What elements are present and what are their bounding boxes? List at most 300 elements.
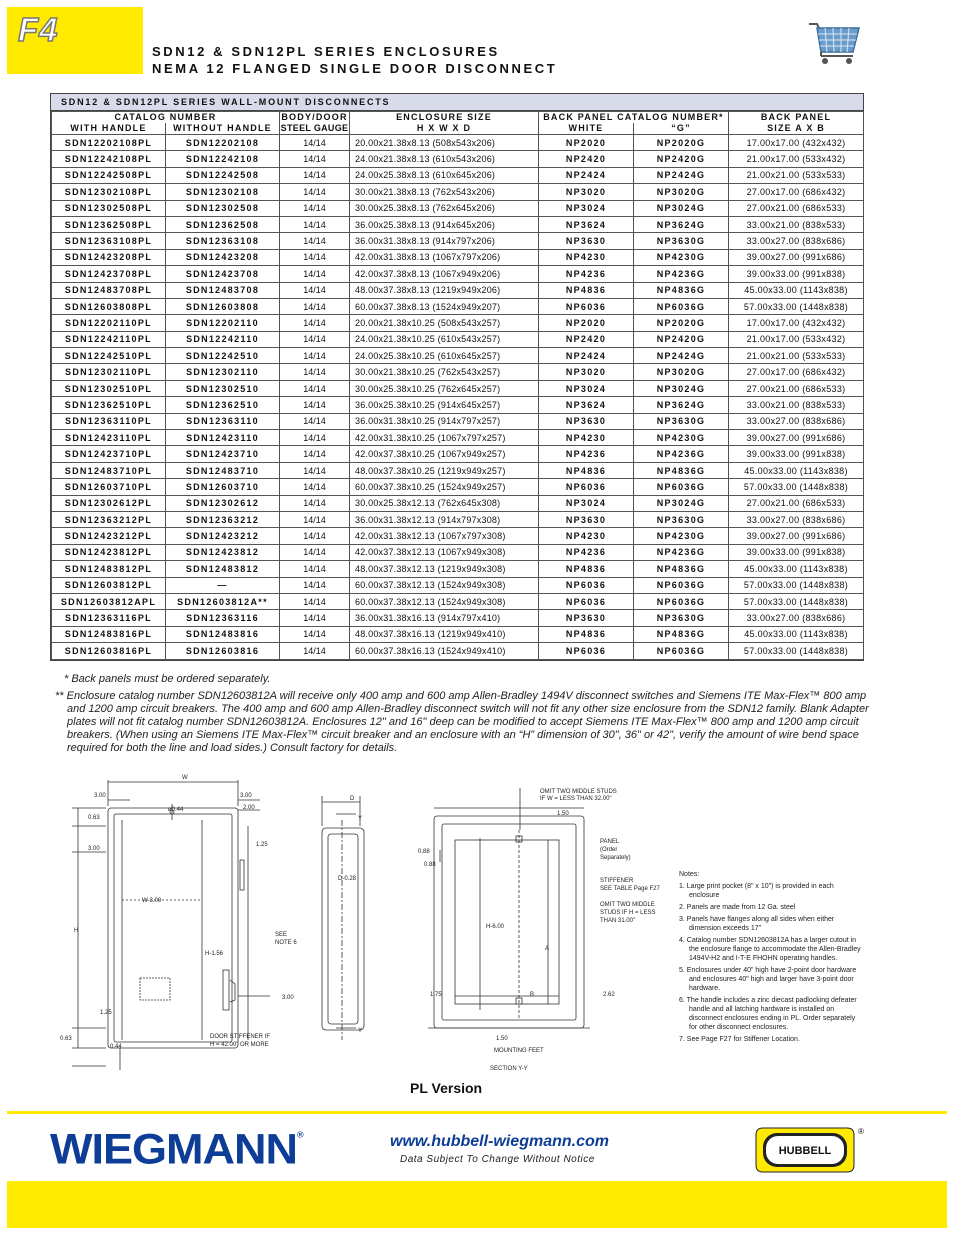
cell-g: NP4836G — [634, 626, 729, 642]
cell-enclosure-size: 60.00x37.38x10.25 (1524x949x257) — [350, 479, 539, 495]
footnotes — [55, 673, 875, 755]
cell-g: NP2424G — [634, 167, 729, 183]
cell-enclosure-size: 42.00x31.38x12.13 (1067x797x308) — [350, 528, 539, 544]
cell-enclosure-size: 42.00x37.38x8.13 (1067x949x206) — [350, 266, 539, 282]
cell-without-handle: SDN12202110 — [166, 315, 280, 331]
cell-g: NP6036G — [634, 479, 729, 495]
table-row — [52, 266, 864, 282]
diagram-note-item: 2. Panels are made from 12 Ga. steel — [679, 904, 796, 911]
cell-g: NP3624G — [634, 397, 729, 413]
cell-with-handle: SDN12483710PL — [52, 462, 166, 478]
cell-g: NP4230G — [634, 430, 729, 446]
cell-white: NP3024 — [539, 380, 634, 396]
cell-white: NP6036 — [539, 479, 634, 495]
cell-without-handle: SDN12483708 — [166, 282, 280, 298]
cell-without-handle: SDN12483816 — [166, 626, 280, 642]
cell-g: NP6036G — [634, 298, 729, 314]
cell-g: NP4836G — [634, 462, 729, 478]
table-row — [52, 413, 864, 429]
label-section-yy: SECTION Y-Y — [490, 1066, 528, 1072]
table-body — [52, 135, 864, 660]
cell-back-panel-size: 21.00x21.00 (533x533) — [729, 348, 864, 364]
hubbell-logo — [753, 1125, 857, 1175]
table-row — [52, 167, 864, 183]
page-number: F4 — [18, 11, 59, 48]
table-row — [52, 511, 864, 527]
cell-without-handle: SDN12423708 — [166, 266, 280, 282]
cell-enclosure-size: 36.00x25.38x10.25 (914x645x257) — [350, 397, 539, 413]
diagram-notes-list — [679, 882, 864, 1044]
cell-back-panel-size: 33.00x27.00 (838x686) — [729, 511, 864, 527]
front-view-labels — [60, 775, 297, 1050]
label-omit-1a: OMIT TWO MIDDLE STUDS — [540, 789, 617, 795]
cell-back-panel-size: 27.00x21.00 (686x533) — [729, 380, 864, 396]
cell-without-handle: SDN12302508 — [166, 200, 280, 216]
cell-gauge: 14/14 — [280, 593, 350, 609]
cell-gauge: 14/14 — [280, 577, 350, 593]
table-row — [52, 593, 864, 609]
cell-without-handle: SDN12603710 — [166, 479, 280, 495]
dim-w300: W-3.00 — [142, 898, 162, 904]
cell-gauge: 14/14 — [280, 282, 350, 298]
cell-enclosure-size: 48.00x37.38x12.13 (1219x949x308) — [350, 561, 539, 577]
website-link[interactable]: www.hubbell-wiegmann.com — [390, 1133, 609, 1150]
label-omit-2b: STUDS IF H = LESS — [600, 910, 656, 916]
cell-enclosure-size: 42.00x37.38x12.13 (1067x949x308) — [350, 544, 539, 560]
cell-white: NP6036 — [539, 577, 634, 593]
dim-h: H — [74, 928, 79, 934]
cell-enclosure-size: 24.00x25.38x8.13 (610x645x206) — [350, 167, 539, 183]
cell-white: NP3024 — [539, 495, 634, 511]
diagram-note-item: 3. Panels have flanges along all sides when either dimension exceeds 17" — [679, 916, 835, 932]
cell-gauge: 14/14 — [280, 167, 350, 183]
cell-with-handle: SDN12363116PL — [52, 610, 166, 626]
cell-gauge: 14/14 — [280, 266, 350, 282]
header-back-panel: BACK PANEL — [729, 112, 864, 124]
cell-without-handle: SDN12603808 — [166, 298, 280, 314]
cell-without-handle: — — [166, 577, 280, 593]
table-row — [52, 643, 864, 659]
cell-enclosure-size: 36.00x31.38x8.13 (914x797x206) — [350, 233, 539, 249]
table-row — [52, 495, 864, 511]
dim-h600: H-6.00 — [486, 924, 505, 930]
cell-white: NP2424 — [539, 167, 634, 183]
cell-enclosure-size: 30.00x21.38x10.25 (762x543x257) — [350, 364, 539, 380]
cell-white: NP3020 — [539, 184, 634, 200]
cell-enclosure-size: 48.00x37.38x16.13 (1219x949x410) — [350, 626, 539, 642]
cell-gauge: 14/14 — [280, 495, 350, 511]
cell-enclosure-size: 48.00x37.38x10.25 (1219x949x257) — [350, 462, 539, 478]
cell-white: NP6036 — [539, 298, 634, 314]
cell-gauge: 14/14 — [280, 528, 350, 544]
label-stiffener-1: DOOR STIFFENER IF — [210, 1034, 270, 1040]
cell-with-handle: SDN12202110PL — [52, 315, 166, 331]
dim-125-bottom: 1.25 — [100, 1010, 112, 1016]
dim-d: D — [350, 796, 355, 802]
cell-back-panel-size: 27.00x17.00 (686x432) — [729, 184, 864, 200]
cell-with-handle: SDN12603812PL — [52, 577, 166, 593]
dim-d028: D-0.28 — [338, 876, 357, 882]
label-omit-2c: THAN 31.00" — [600, 918, 636, 924]
cell-back-panel-size: 33.00x21.00 (838x533) — [729, 216, 864, 232]
cell-without-handle: SDN12362510 — [166, 397, 280, 413]
cell-without-handle: SDN12242110 — [166, 331, 280, 347]
cell-white: NP3624 — [539, 397, 634, 413]
hubbell-logo-text: HUBBELL — [778, 1145, 832, 1157]
cell-without-handle: SDN12423812 — [166, 544, 280, 560]
cell-white: NP2424 — [539, 348, 634, 364]
cell-enclosure-size: 36.00x31.38x12.13 (914x797x308) — [350, 511, 539, 527]
cell-enclosure-size: 24.00x21.38x10.25 (610x543x257) — [350, 331, 539, 347]
cell-with-handle: SDN12423110PL — [52, 430, 166, 446]
diagram-note-item: 1. Large print pocket (8" x 10") is provided in each enclosure — [679, 883, 834, 899]
label-note6: NOTE 6 — [275, 940, 297, 946]
front-view-drawing — [72, 780, 270, 1070]
cell-white: NP2420 — [539, 331, 634, 347]
wiegmann-logo — [50, 1124, 303, 1173]
header-hxwxd: H X W X D — [350, 123, 539, 135]
cell-gauge: 14/14 — [280, 610, 350, 626]
dim-063-bottom: 0.63 — [60, 1036, 72, 1042]
cell-enclosure-size: 36.00x31.38x16.13 (914x797x410) — [350, 610, 539, 626]
footnote-sdn12603812a: ** Enclosure catalog number SDN12603812A will receive only 400 amp and 600 amp Allen-Bradley 1494V disconnect switches and Siemens ITE Max-Flex™ 800 amp and 1200 amp circuit breakers. The 400 amp and 600 amp Allen-Bradley disconnect switch will not fit any other size enclosure from the SDN12 family. Blank Adapter plates will not fit catalog number SDN12603812A. Enclosures 12" and 16" deep can be modified to accept Siemens ITE Max-Flex™ 800 amp and 1200 amp circuit breakers. (When using an Siemens ITE Max-Flex™ circuit breaker and an enclosure with an “H” dimension of 30", 36" or 42", verify the amount of wire bend space required for both the line and load sides.) Consult factory for details. — [55, 690, 869, 754]
cell-back-panel-size: 17.00x17.00 (432x432) — [729, 315, 864, 331]
cell-gauge: 14/14 — [280, 151, 350, 167]
cell-gauge: 14/14 — [280, 249, 350, 265]
header-body-door: BODY/DOOR — [281, 112, 348, 122]
shopping-cart-icon[interactable] — [807, 18, 863, 66]
cell-without-handle: SDN12363110 — [166, 413, 280, 429]
cell-with-handle: SDN12302612PL — [52, 495, 166, 511]
dim-063: 0.63 — [88, 815, 100, 821]
cell-g: NP2020G — [634, 315, 729, 331]
diagram-notes-heading: Notes: — [679, 871, 700, 878]
table-row — [52, 364, 864, 380]
cell-g: NP4230G — [634, 249, 729, 265]
cell-g: NP3020G — [634, 364, 729, 380]
cell-with-handle: SDN12423708PL — [52, 266, 166, 282]
cell-back-panel-size: 57.00x33.00 (1448x838) — [729, 577, 864, 593]
cell-back-panel-size: 33.00x21.00 (838x533) — [729, 397, 864, 413]
wiegmann-logo-text: WIEGMANN — [50, 1124, 297, 1173]
cell-enclosure-size: 20.00x21.38x10.25 (508x543x257) — [350, 315, 539, 331]
cell-with-handle: SDN12242510PL — [52, 348, 166, 364]
hubbell-reg-mark: ® — [858, 1127, 864, 1136]
cell-gauge: 14/14 — [280, 462, 350, 478]
table-row — [52, 331, 864, 347]
table-row — [52, 626, 864, 642]
wiegmann-logo-reg: ® — [296, 1130, 303, 1140]
cell-with-handle: SDN12483708PL — [52, 282, 166, 298]
table-row — [52, 184, 864, 200]
cell-with-handle: SDN12483816PL — [52, 626, 166, 642]
cell-without-handle: SDN12302612 — [166, 495, 280, 511]
cell-gauge: 14/14 — [280, 479, 350, 495]
dim-300-top: 3.00 — [94, 793, 106, 799]
cell-white: NP4230 — [539, 528, 634, 544]
cell-enclosure-size: 30.00x21.38x8.13 (762x543x206) — [350, 184, 539, 200]
cell-g: NP4836G — [634, 282, 729, 298]
cell-with-handle: SDN12603812APL — [52, 593, 166, 609]
cell-with-handle: SDN12483812PL — [52, 561, 166, 577]
label-y-bottom: Y — [358, 1028, 363, 1034]
cell-white: NP3630 — [539, 610, 634, 626]
cell-gauge: 14/14 — [280, 446, 350, 462]
cell-g: NP4236G — [634, 446, 729, 462]
cell-back-panel-size: 57.00x33.00 (1448x838) — [729, 479, 864, 495]
header-with-handle: WITH HANDLE — [52, 123, 166, 135]
cell-g: NP6036G — [634, 577, 729, 593]
label-see: SEE — [275, 932, 288, 938]
diagram-note-item: 7. See Page F27 for Stiffener Location. — [679, 1036, 800, 1043]
cell-without-handle: SDN12302110 — [166, 364, 280, 380]
diagram-notes — [679, 870, 864, 1044]
disconnects-table — [51, 111, 864, 660]
label-see-table: SEE TABLE Page F27 — [600, 886, 660, 892]
dim-175: 1.75 — [430, 992, 442, 998]
label-mounting-feet: MOUNTING FEET — [494, 1048, 544, 1054]
header-catalog-number: CATALOG NUMBER — [52, 112, 280, 124]
dim-150-top: 1.50 — [557, 811, 569, 817]
cell-without-handle: SDN12242108 — [166, 151, 280, 167]
cell-without-handle: SDN12603816 — [166, 643, 280, 659]
cell-gauge: 14/14 — [280, 364, 350, 380]
cell-enclosure-size: 30.00x25.38x12.13 (762x645x308) — [350, 495, 539, 511]
cell-without-handle: SDN12363108 — [166, 233, 280, 249]
cell-with-handle: SDN12423710PL — [52, 446, 166, 462]
cell-gauge: 14/14 — [280, 413, 350, 429]
cell-gauge: 14/14 — [280, 233, 350, 249]
cell-back-panel-size: 39.00x27.00 (991x686) — [729, 430, 864, 446]
table-row — [52, 200, 864, 216]
cell-white: NP4836 — [539, 282, 634, 298]
header-white: WHITE — [539, 123, 634, 135]
header-size-axb: SIZE A X B — [729, 123, 864, 135]
cell-g: NP3024G — [634, 200, 729, 216]
cell-enclosure-size: 36.00x25.38x8.13 (914x645x206) — [350, 216, 539, 232]
cell-back-panel-size: 39.00x27.00 (991x686) — [729, 528, 864, 544]
cell-back-panel-size: 33.00x27.00 (838x686) — [729, 233, 864, 249]
cell-without-handle: SDN12423110 — [166, 430, 280, 446]
enclosure-drawings — [60, 770, 680, 1080]
cell-gauge: 14/14 — [280, 511, 350, 527]
header-steel-gauge: STEEL GAUGE — [280, 123, 349, 133]
cell-back-panel-size: 27.00x21.00 (686x533) — [729, 200, 864, 216]
cell-without-handle: SDN12302510 — [166, 380, 280, 396]
table-row — [52, 397, 864, 413]
cell-gauge: 14/14 — [280, 298, 350, 314]
cell-g: NP3630G — [634, 413, 729, 429]
cell-gauge: 14/14 — [280, 348, 350, 364]
side-view-drawing — [322, 796, 364, 1040]
cell-without-handle: SDN12483812 — [166, 561, 280, 577]
dim-300-right: 3.00 — [240, 793, 252, 799]
cell-white: NP4836 — [539, 626, 634, 642]
dim-300-left: 3.00 — [88, 846, 100, 852]
dim-w: W — [182, 775, 188, 781]
header-g: “G” — [634, 123, 729, 135]
label-order-2: Separately) — [600, 855, 631, 861]
table-title: SDN12 & SDN12PL SERIES WALL-MOUNT DISCONNECTS — [51, 94, 863, 111]
cell-enclosure-size: 24.00x25.38x10.25 (610x645x257) — [350, 348, 539, 364]
cell-white: NP2420 — [539, 151, 634, 167]
page-title — [152, 43, 557, 77]
header-back-panel-catalog: BACK PANEL CATALOG NUMBER* — [539, 112, 729, 124]
cell-gauge: 14/14 — [280, 331, 350, 347]
table-row — [52, 544, 864, 560]
cell-white: NP2020 — [539, 315, 634, 331]
cell-back-panel-size: 21.00x17.00 (533x432) — [729, 331, 864, 347]
table-row — [52, 446, 864, 462]
cell-gauge: 14/14 — [280, 200, 350, 216]
cell-back-panel-size: 45.00x33.00 (1143x838) — [729, 626, 864, 642]
table-row — [52, 233, 864, 249]
dim-300-bottom: 3.00 — [282, 995, 294, 1001]
cell-enclosure-size: 42.00x31.38x8.13 (1067x797x206) — [350, 249, 539, 265]
cell-with-handle: SDN12363212PL — [52, 511, 166, 527]
cell-white: NP4836 — [539, 561, 634, 577]
cell-without-handle: SDN12423208 — [166, 249, 280, 265]
cell-white: NP3024 — [539, 200, 634, 216]
cell-enclosure-size: 60.00x37.38x8.13 (1524x949x207) — [350, 298, 539, 314]
cell-white: NP4230 — [539, 249, 634, 265]
cell-white: NP3020 — [539, 364, 634, 380]
cell-back-panel-size: 39.00x33.00 (991x838) — [729, 266, 864, 282]
side-view-labels — [338, 796, 362, 1034]
table-row — [52, 216, 864, 232]
dim-088-b: 0.88 — [424, 862, 436, 868]
cell-without-handle: SDN12202108 — [166, 135, 280, 151]
disconnects-table-container — [50, 93, 864, 661]
cell-with-handle: SDN12603808PL — [52, 298, 166, 314]
label-y-top: Y — [358, 816, 363, 822]
cell-enclosure-size: 60.00x37.38x16.13 (1524x949x410) — [350, 643, 539, 659]
cell-with-handle: SDN12302110PL — [52, 364, 166, 380]
cell-enclosure-size: 30.00x25.38x8.13 (762x645x206) — [350, 200, 539, 216]
cell-with-handle: SDN12603816PL — [52, 643, 166, 659]
cell-white: NP2020 — [539, 135, 634, 151]
cell-without-handle: SDN12603812A** — [166, 593, 280, 609]
cell-with-handle: SDN12363110PL — [52, 413, 166, 429]
footer-divider — [7, 1111, 947, 1114]
label-panel: PANEL — [600, 839, 620, 845]
cell-with-handle: SDN12423208PL — [52, 249, 166, 265]
header-enclosure-size: ENCLOSURE SIZE — [350, 112, 539, 124]
table-row — [52, 380, 864, 396]
dim-hole: ø0.44 — [168, 807, 184, 813]
cell-g: NP2020G — [634, 135, 729, 151]
cell-gauge: 14/14 — [280, 561, 350, 577]
cell-white: NP3630 — [539, 233, 634, 249]
header-without-handle: WITHOUT HANDLE — [166, 123, 280, 135]
cell-white: NP4230 — [539, 430, 634, 446]
table-row — [52, 561, 864, 577]
table-row — [52, 135, 864, 151]
cell-white: NP3624 — [539, 216, 634, 232]
cell-without-handle: SDN12363116 — [166, 610, 280, 626]
table-row — [52, 528, 864, 544]
cell-enclosure-size: 24.00x21.38x8.13 (610x543x206) — [350, 151, 539, 167]
cell-back-panel-size: 21.00x17.00 (533x432) — [729, 151, 864, 167]
dim-200: 2.00 — [243, 805, 255, 811]
cell-with-handle: SDN12302508PL — [52, 200, 166, 216]
table-row — [52, 348, 864, 364]
cell-enclosure-size: 42.00x31.38x10.25 (1067x797x257) — [350, 430, 539, 446]
cell-with-handle: SDN12363108PL — [52, 233, 166, 249]
cell-without-handle: SDN12362508 — [166, 216, 280, 232]
cell-gauge: 14/14 — [280, 430, 350, 446]
cell-without-handle: SDN12363212 — [166, 511, 280, 527]
dim-b: B — [530, 992, 535, 998]
dim-044: 0.44 — [110, 1044, 122, 1050]
cell-gauge: 14/14 — [280, 544, 350, 560]
cell-gauge: 14/14 — [280, 397, 350, 413]
cell-with-handle: SDN12242110PL — [52, 331, 166, 347]
cell-gauge: 14/14 — [280, 184, 350, 200]
cell-with-handle: SDN12423212PL — [52, 528, 166, 544]
dim-262: 2.62 — [603, 992, 615, 998]
diagram-note-item: 6. The handle includes a zinc diecast padlocking defeater handle and all latching hardware is installed on disconnect enclosures ending in PL. Order separately for other disconnect enclosures. — [679, 997, 857, 1031]
cell-back-panel-size: 45.00x33.00 (1143x838) — [729, 561, 864, 577]
cell-gauge: 14/14 — [280, 315, 350, 331]
cell-with-handle: SDN12202108PL — [52, 135, 166, 151]
table-row — [52, 462, 864, 478]
disclaimer-text: Data Subject To Change Without Notice — [400, 1154, 595, 1165]
table-row — [52, 315, 864, 331]
cell-back-panel-size: 27.00x17.00 (686x432) — [729, 364, 864, 380]
label-omit-1b: IF W = LESS THAN 32.00" — [540, 796, 612, 802]
cell-gauge: 14/14 — [280, 643, 350, 659]
cell-g: NP3630G — [634, 233, 729, 249]
dim-150-bottom: 1.50 — [496, 1036, 508, 1042]
cell-with-handle: SDN12362508PL — [52, 216, 166, 232]
cell-back-panel-size: 39.00x33.00 (991x838) — [729, 446, 864, 462]
table-row — [52, 298, 864, 314]
table-row — [52, 151, 864, 167]
cell-white: NP6036 — [539, 593, 634, 609]
cell-back-panel-size: 21.00x21.00 (533x533) — [729, 167, 864, 183]
diagram-note-item: 4. Catalog number SDN12603812A has a larger cutout in the enclosure flange to accommodate the Allen-Bradley 1494V-H2 and I-T-E FHOHN operating handles. — [679, 937, 861, 962]
cell-back-panel-size: 39.00x27.00 (991x686) — [729, 249, 864, 265]
cell-enclosure-size: 36.00x31.38x10.25 (914x797x257) — [350, 413, 539, 429]
cell-g: NP4836G — [634, 561, 729, 577]
cell-enclosure-size: 60.00x37.38x12.13 (1524x949x308) — [350, 593, 539, 609]
cell-g: NP3630G — [634, 511, 729, 527]
label-stiffener: STIFFENER — [600, 878, 634, 884]
cell-back-panel-size: 45.00x33.00 (1143x838) — [729, 462, 864, 478]
label-omit-2a: OMIT TWO MIDDLE — [600, 902, 655, 908]
cell-without-handle: SDN12423212 — [166, 528, 280, 544]
cell-g: NP4236G — [634, 266, 729, 282]
cell-enclosure-size: 42.00x37.38x10.25 (1067x949x257) — [350, 446, 539, 462]
cell-enclosure-size: 30.00x25.38x10.25 (762x645x257) — [350, 380, 539, 396]
table-row — [52, 430, 864, 446]
cell-gauge: 14/14 — [280, 216, 350, 232]
dim-a: A — [545, 946, 550, 952]
cell-g: NP3024G — [634, 495, 729, 511]
cell-without-handle: SDN12242510 — [166, 348, 280, 364]
cell-white: NP4236 — [539, 266, 634, 282]
cell-with-handle: SDN12423812PL — [52, 544, 166, 560]
cell-gauge: 14/14 — [280, 626, 350, 642]
title-line-1: SDN12 & SDN12PL SERIES ENCLOSURES — [152, 44, 500, 59]
cell-back-panel-size: 57.00x33.00 (1448x838) — [729, 593, 864, 609]
pl-version-label: PL Version — [410, 1080, 483, 1096]
cell-g: NP2424G — [634, 348, 729, 364]
cell-enclosure-size: 60.00x37.38x12.13 (1524x949x308) — [350, 577, 539, 593]
cell-g: NP2420G — [634, 331, 729, 347]
cell-back-panel-size: 57.00x33.00 (1448x838) — [729, 298, 864, 314]
